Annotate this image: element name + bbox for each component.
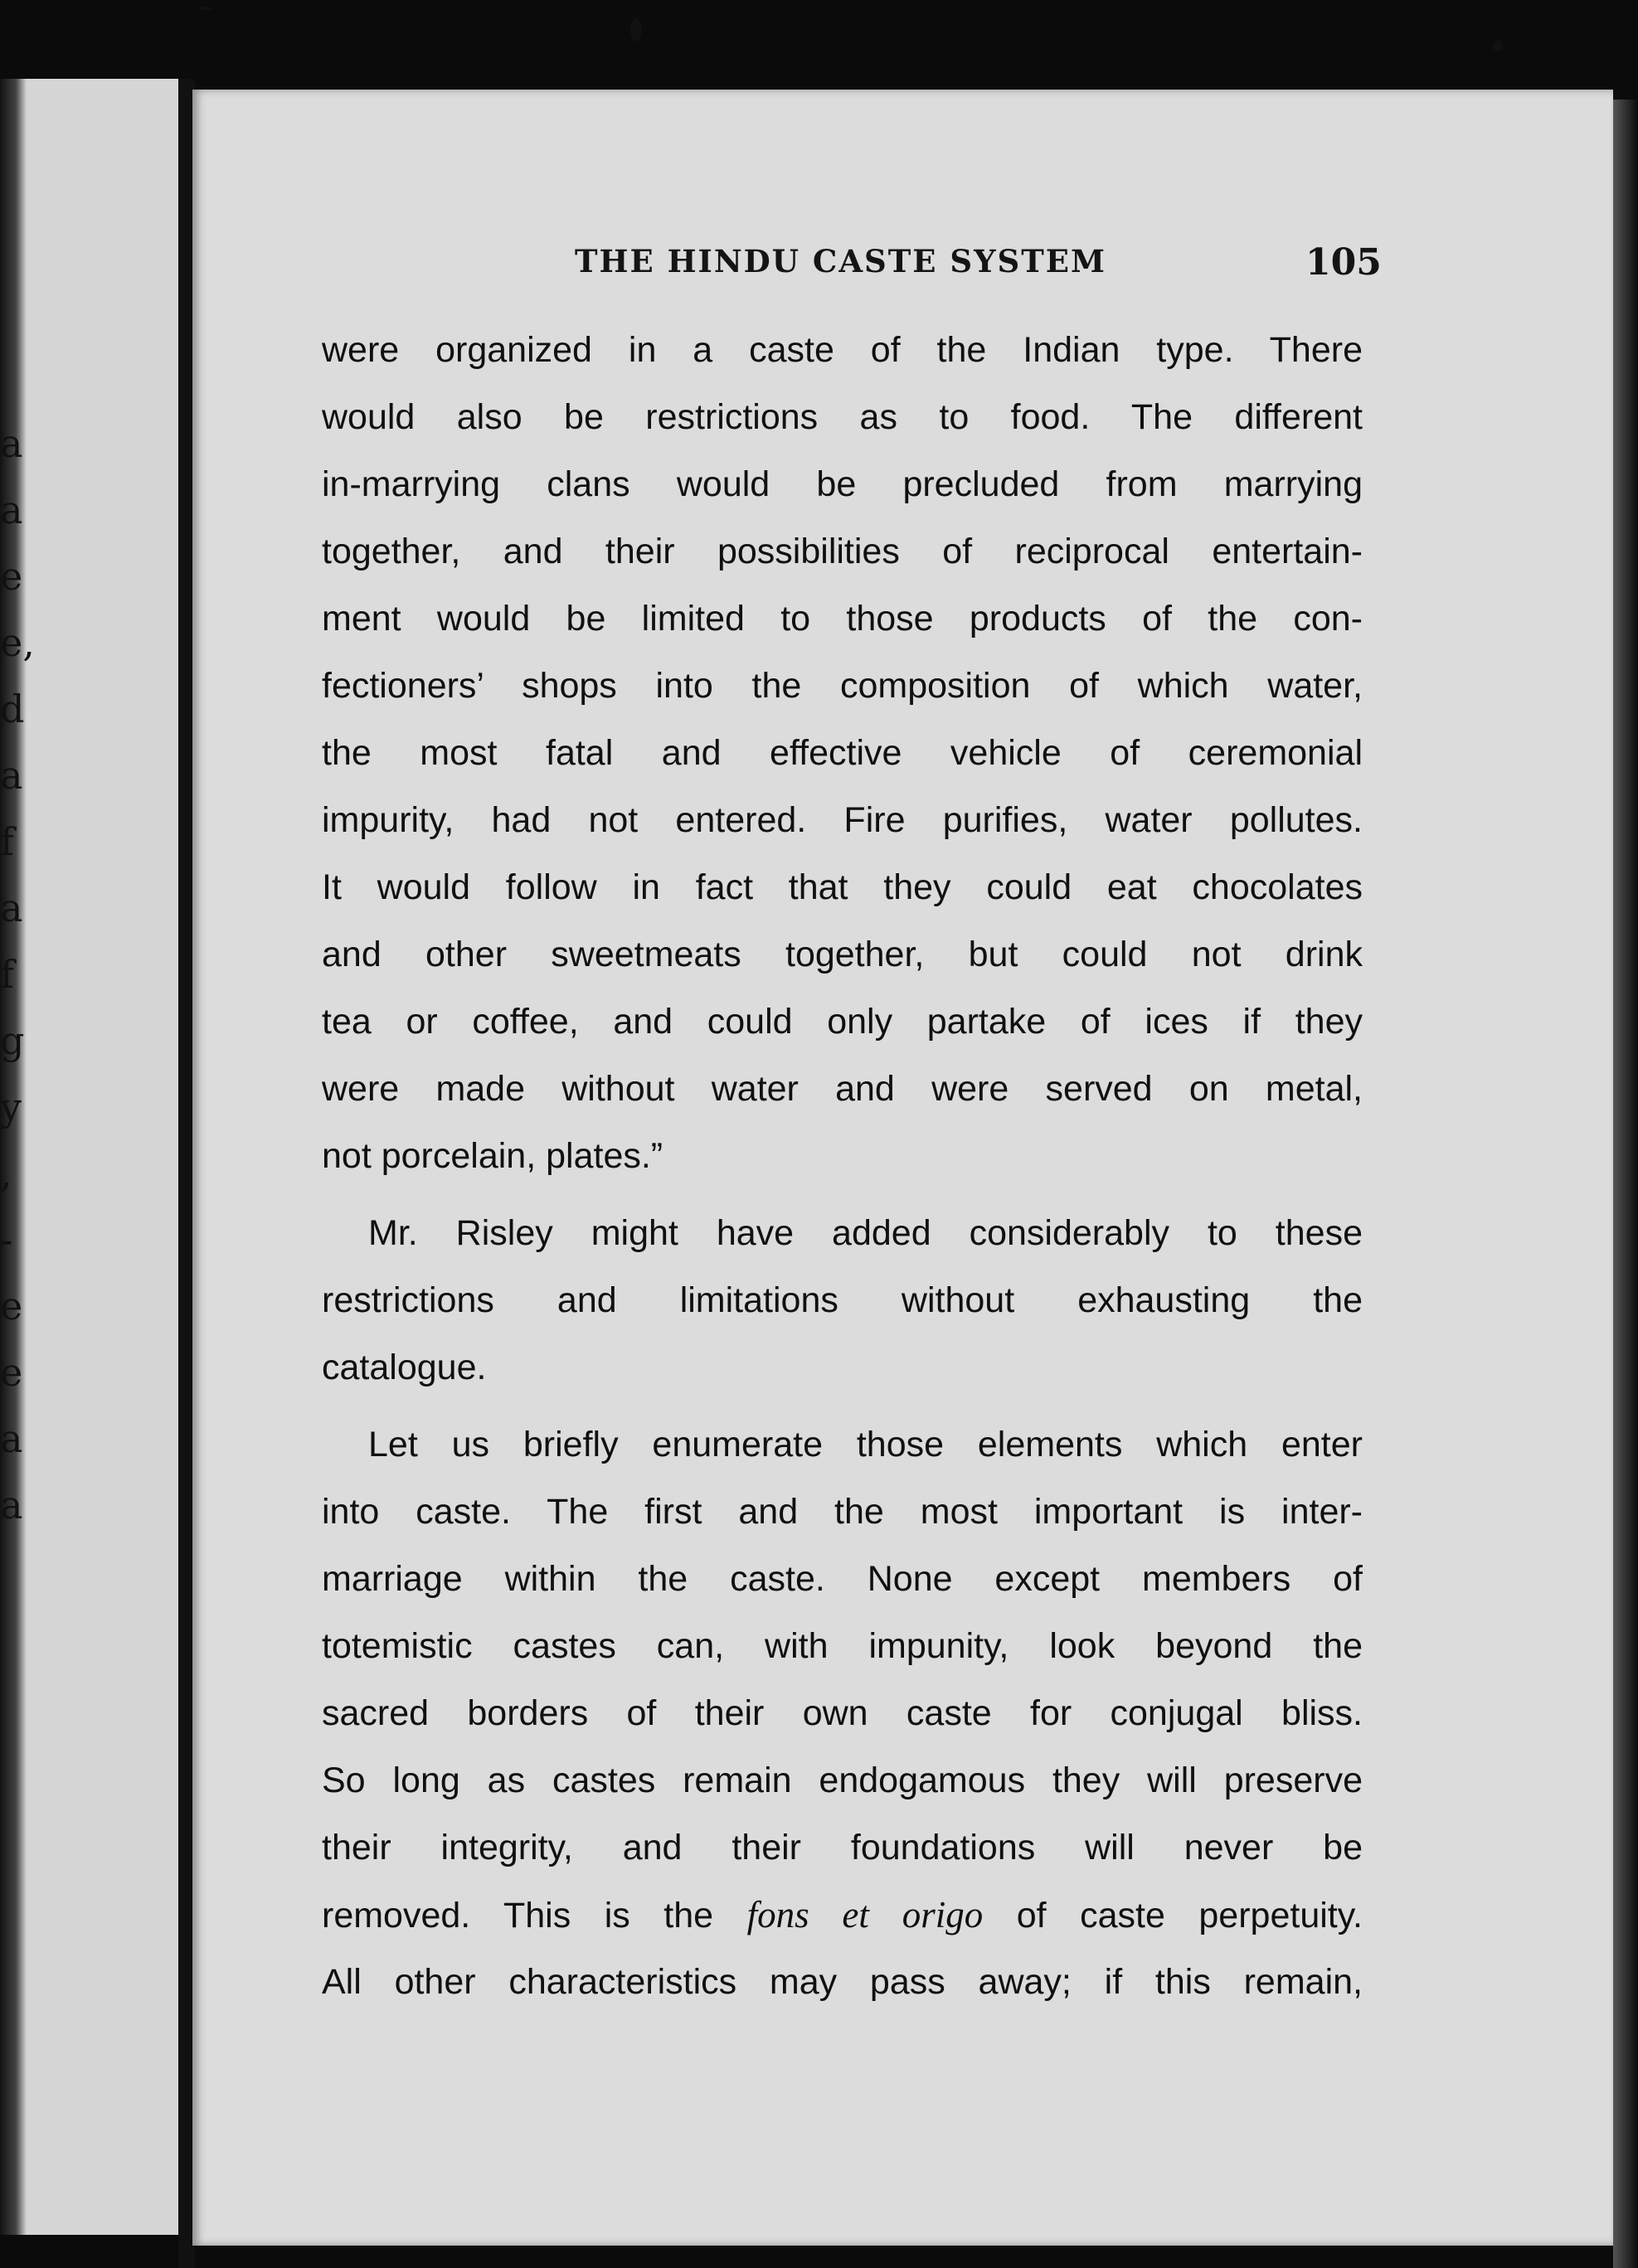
text-line: fectioners’ shops into the composition of which water, — [322, 666, 1363, 706]
text-line: catalogue. — [322, 1348, 487, 1387]
text-line: ment would be limited to those products of the con- — [322, 599, 1363, 639]
fragment: a — [0, 421, 23, 466]
text-run: of caste perpetuity. — [983, 1896, 1363, 1935]
text-line: their integrity, and their foundations will never be — [322, 1828, 1363, 1867]
text-line: So long as castes remain endogamous they will preserve — [322, 1760, 1363, 1800]
page-number: 105 — [1305, 241, 1382, 284]
text-line: sacred borders of their own caste for conjugal bliss. — [322, 1693, 1363, 1733]
text-line: the most fatal and effective vehicle of ceremonial — [322, 733, 1363, 773]
fragment: , — [0, 1151, 12, 1196]
text-line: restrictions and limitations without exhausting the — [322, 1280, 1363, 1320]
running-head-title: THE HINDU CASTE SYSTEM — [575, 243, 1106, 279]
paragraph — [322, 1200, 1363, 1401]
page-edge-shadow — [1613, 100, 1638, 2268]
text-line: impurity, had not entered. Fire purifies, water pollutes. — [322, 800, 1363, 840]
text-line-with-italic — [322, 1882, 1363, 1949]
paragraph — [322, 1411, 1363, 2016]
fragment: a — [0, 753, 23, 798]
text-line: totemistic castes can, with impunity, look beyond the — [322, 1626, 1363, 1666]
fragment: e — [0, 554, 23, 599]
running-head — [192, 243, 1613, 301]
fragment: e — [0, 1284, 23, 1328]
fragment: a — [0, 1416, 23, 1461]
previous-page-fragments — [0, 410, 35, 1538]
previous-page-edge — [0, 79, 178, 2235]
fragment: - — [0, 1217, 13, 1262]
fragment: f — [0, 819, 15, 864]
scan-speck — [197, 7, 212, 10]
text-line: not porcelain, plates.” — [322, 1136, 663, 1176]
fragment: d — [0, 687, 25, 731]
text-line: All other characteristics may pass away; if this remain, — [322, 1962, 1363, 2002]
italic-phrase: fons et origo — [746, 1894, 984, 1935]
scan-speck — [630, 18, 642, 41]
text-line: marriage within the caste. None except members of — [322, 1559, 1363, 1599]
fragment: e — [0, 1350, 23, 1395]
text-line: It would follow in fact that they could eat chocolates — [322, 867, 1363, 907]
fragment: a — [0, 886, 23, 930]
text-line: Let us briefly enumerate those elements which enter — [368, 1425, 1363, 1464]
fragment: y — [0, 1085, 22, 1129]
fragment: e, — [0, 620, 35, 665]
text-line: were made without water and were served on metal, — [322, 1069, 1363, 1109]
fragment: a — [0, 488, 23, 532]
fragment: a — [0, 1483, 23, 1527]
text-line: and other sweetmeats together, but could not drink — [322, 935, 1363, 974]
paragraph — [322, 317, 1363, 1190]
paragraph-gap — [322, 1401, 1363, 1411]
text-line: in-marrying clans would be precluded from marrying — [322, 464, 1363, 504]
fragment: g — [0, 1018, 25, 1063]
text-line: Mr. Risley might have added considerably to these — [368, 1213, 1363, 1253]
text-line: would also be restrictions as to food. The different — [322, 397, 1363, 437]
fragment: f — [0, 952, 15, 997]
text-line: were organized in a caste of the Indian type. There — [322, 330, 1363, 370]
text-run: removed. This is the — [322, 1896, 747, 1935]
text-line: tea or coffee, and could only partake of ices if they — [322, 1002, 1363, 1042]
scan-speck — [1493, 40, 1503, 51]
body-text — [322, 317, 1363, 2016]
book-page — [192, 90, 1613, 2246]
text-line: together, and their possibilities of reciprocal entertain- — [322, 532, 1363, 571]
text-line: into caste. The first and the most important is inter- — [322, 1492, 1363, 1532]
paragraph-gap — [322, 1190, 1363, 1200]
